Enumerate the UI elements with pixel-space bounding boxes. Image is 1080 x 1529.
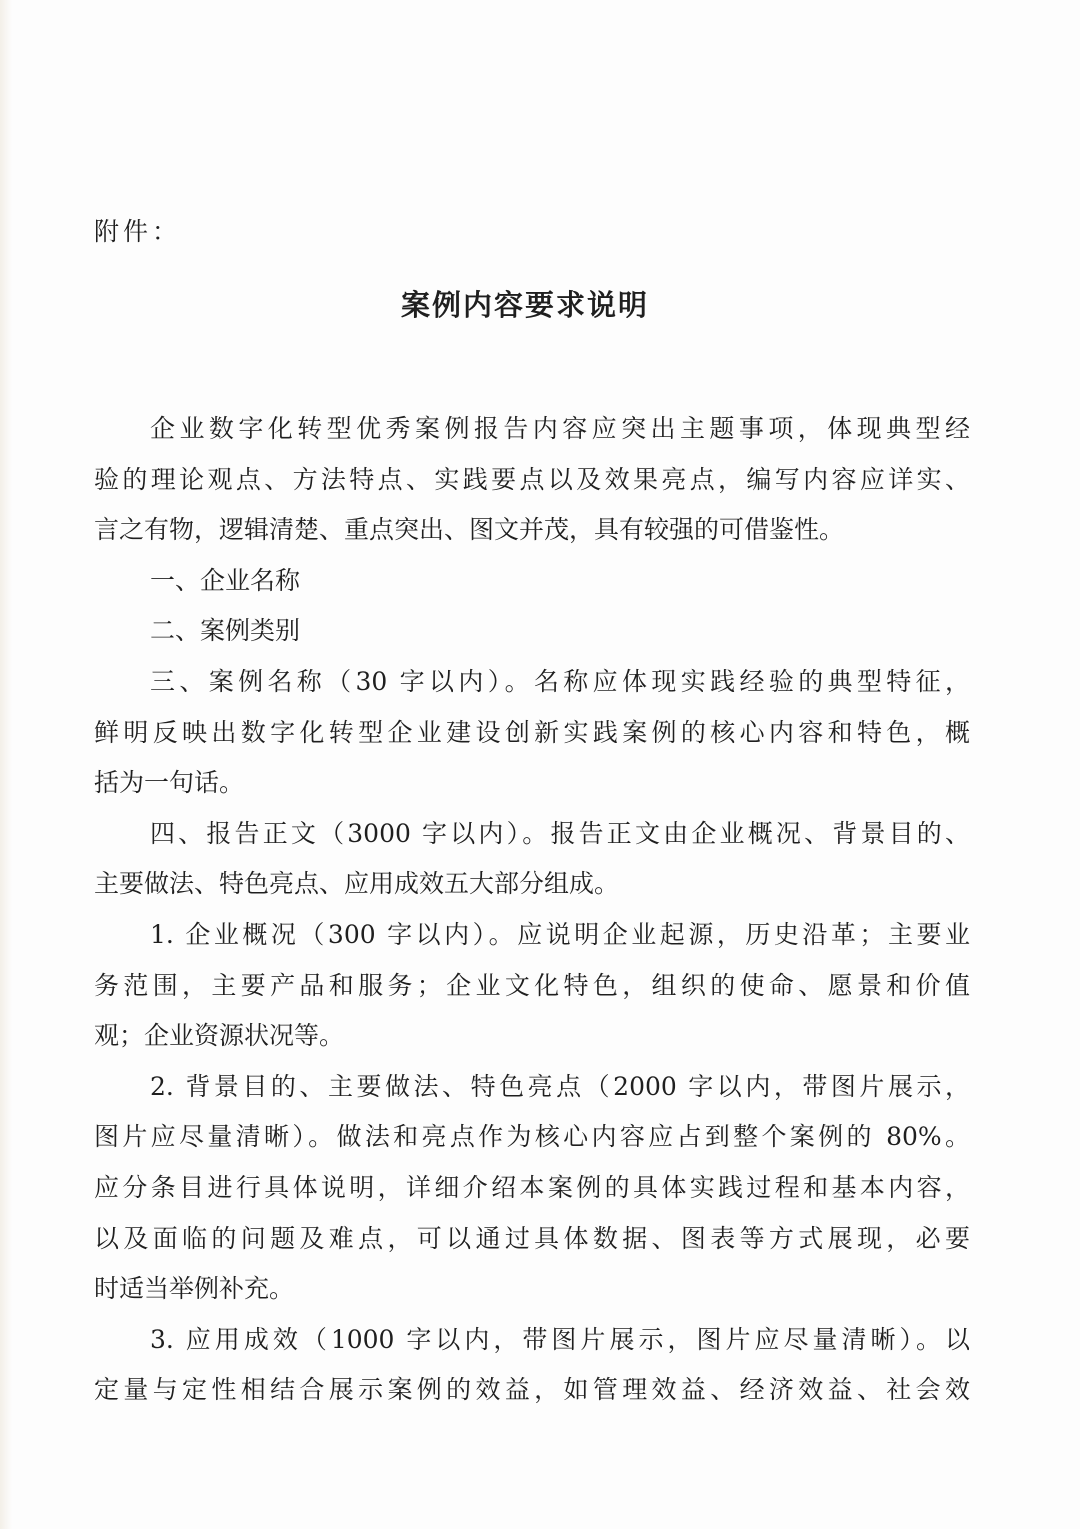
text-line: 企业数字化转型优秀案例报告内容应突出主题事项，体现典型经	[150, 414, 970, 443]
text-line: 2. 背景目的、主要做法、特色亮点（2000 字以内，带图片展示，	[150, 1071, 970, 1101]
text-line: 二、案例类别	[150, 616, 301, 646]
document-body	[94, 404, 970, 1416]
text-line: 1. 企业概况（300 字以内）。应说明企业起源，历史沿革；主要业	[150, 919, 970, 949]
text-line: 四、报告正文（3000 字以内）。报告正文由企业概况、背景目的、	[150, 818, 970, 848]
text-line: 言之有物，逻辑清楚、重点突出、图文并茂，具有较强的可借鉴性。	[94, 515, 845, 545]
page-edge-shadow	[0, 0, 12, 1529]
text-line: 务范围，主要产品和服务；企业文化特色，组织的使命、愿景和价值	[94, 970, 970, 1000]
attachment-label: 附件：	[94, 217, 182, 246]
text-line: 主要做法、特色亮点、应用成效五大部分组成。	[94, 869, 620, 899]
text-line: 括为一句话。	[94, 768, 245, 798]
text-line: 鲜明反映出数字化转型企业建设创新实践案例的核心内容和特色，概	[94, 717, 970, 747]
text-line: 图片应尽量清晰）。做法和亮点作为核心内容应占到整个案例的 80%。	[94, 1122, 970, 1152]
text-line: 以及面临的问题及难点，可以通过具体数据、图表等方式展现，必要	[94, 1223, 970, 1253]
text-line: 时适当举例补充。	[94, 1274, 295, 1304]
text-line: 三、案例名称（30 字以内）。名称应体现实践经验的典型特征，	[150, 666, 970, 696]
text-line: 一、企业名称	[150, 565, 301, 595]
text-line: 3. 应用成效（1000 字以内，带图片展示，图片应尽量清晰）。以	[150, 1324, 970, 1354]
text-line: 定量与定性相结合展示案例的效益，如管理效益、经济效益、社会效	[94, 1375, 970, 1405]
text-line: 观；企业资源状况等。	[94, 1021, 345, 1051]
text-line: 应分条目进行具体说明，详细介绍本案例的具体实践过程和基本内容，	[94, 1172, 970, 1202]
text-line: 验的理论观点、方法特点、实践要点以及效果亮点，编写内容应详实、	[94, 464, 970, 494]
document-title: 案例内容要求说明	[400, 288, 649, 322]
